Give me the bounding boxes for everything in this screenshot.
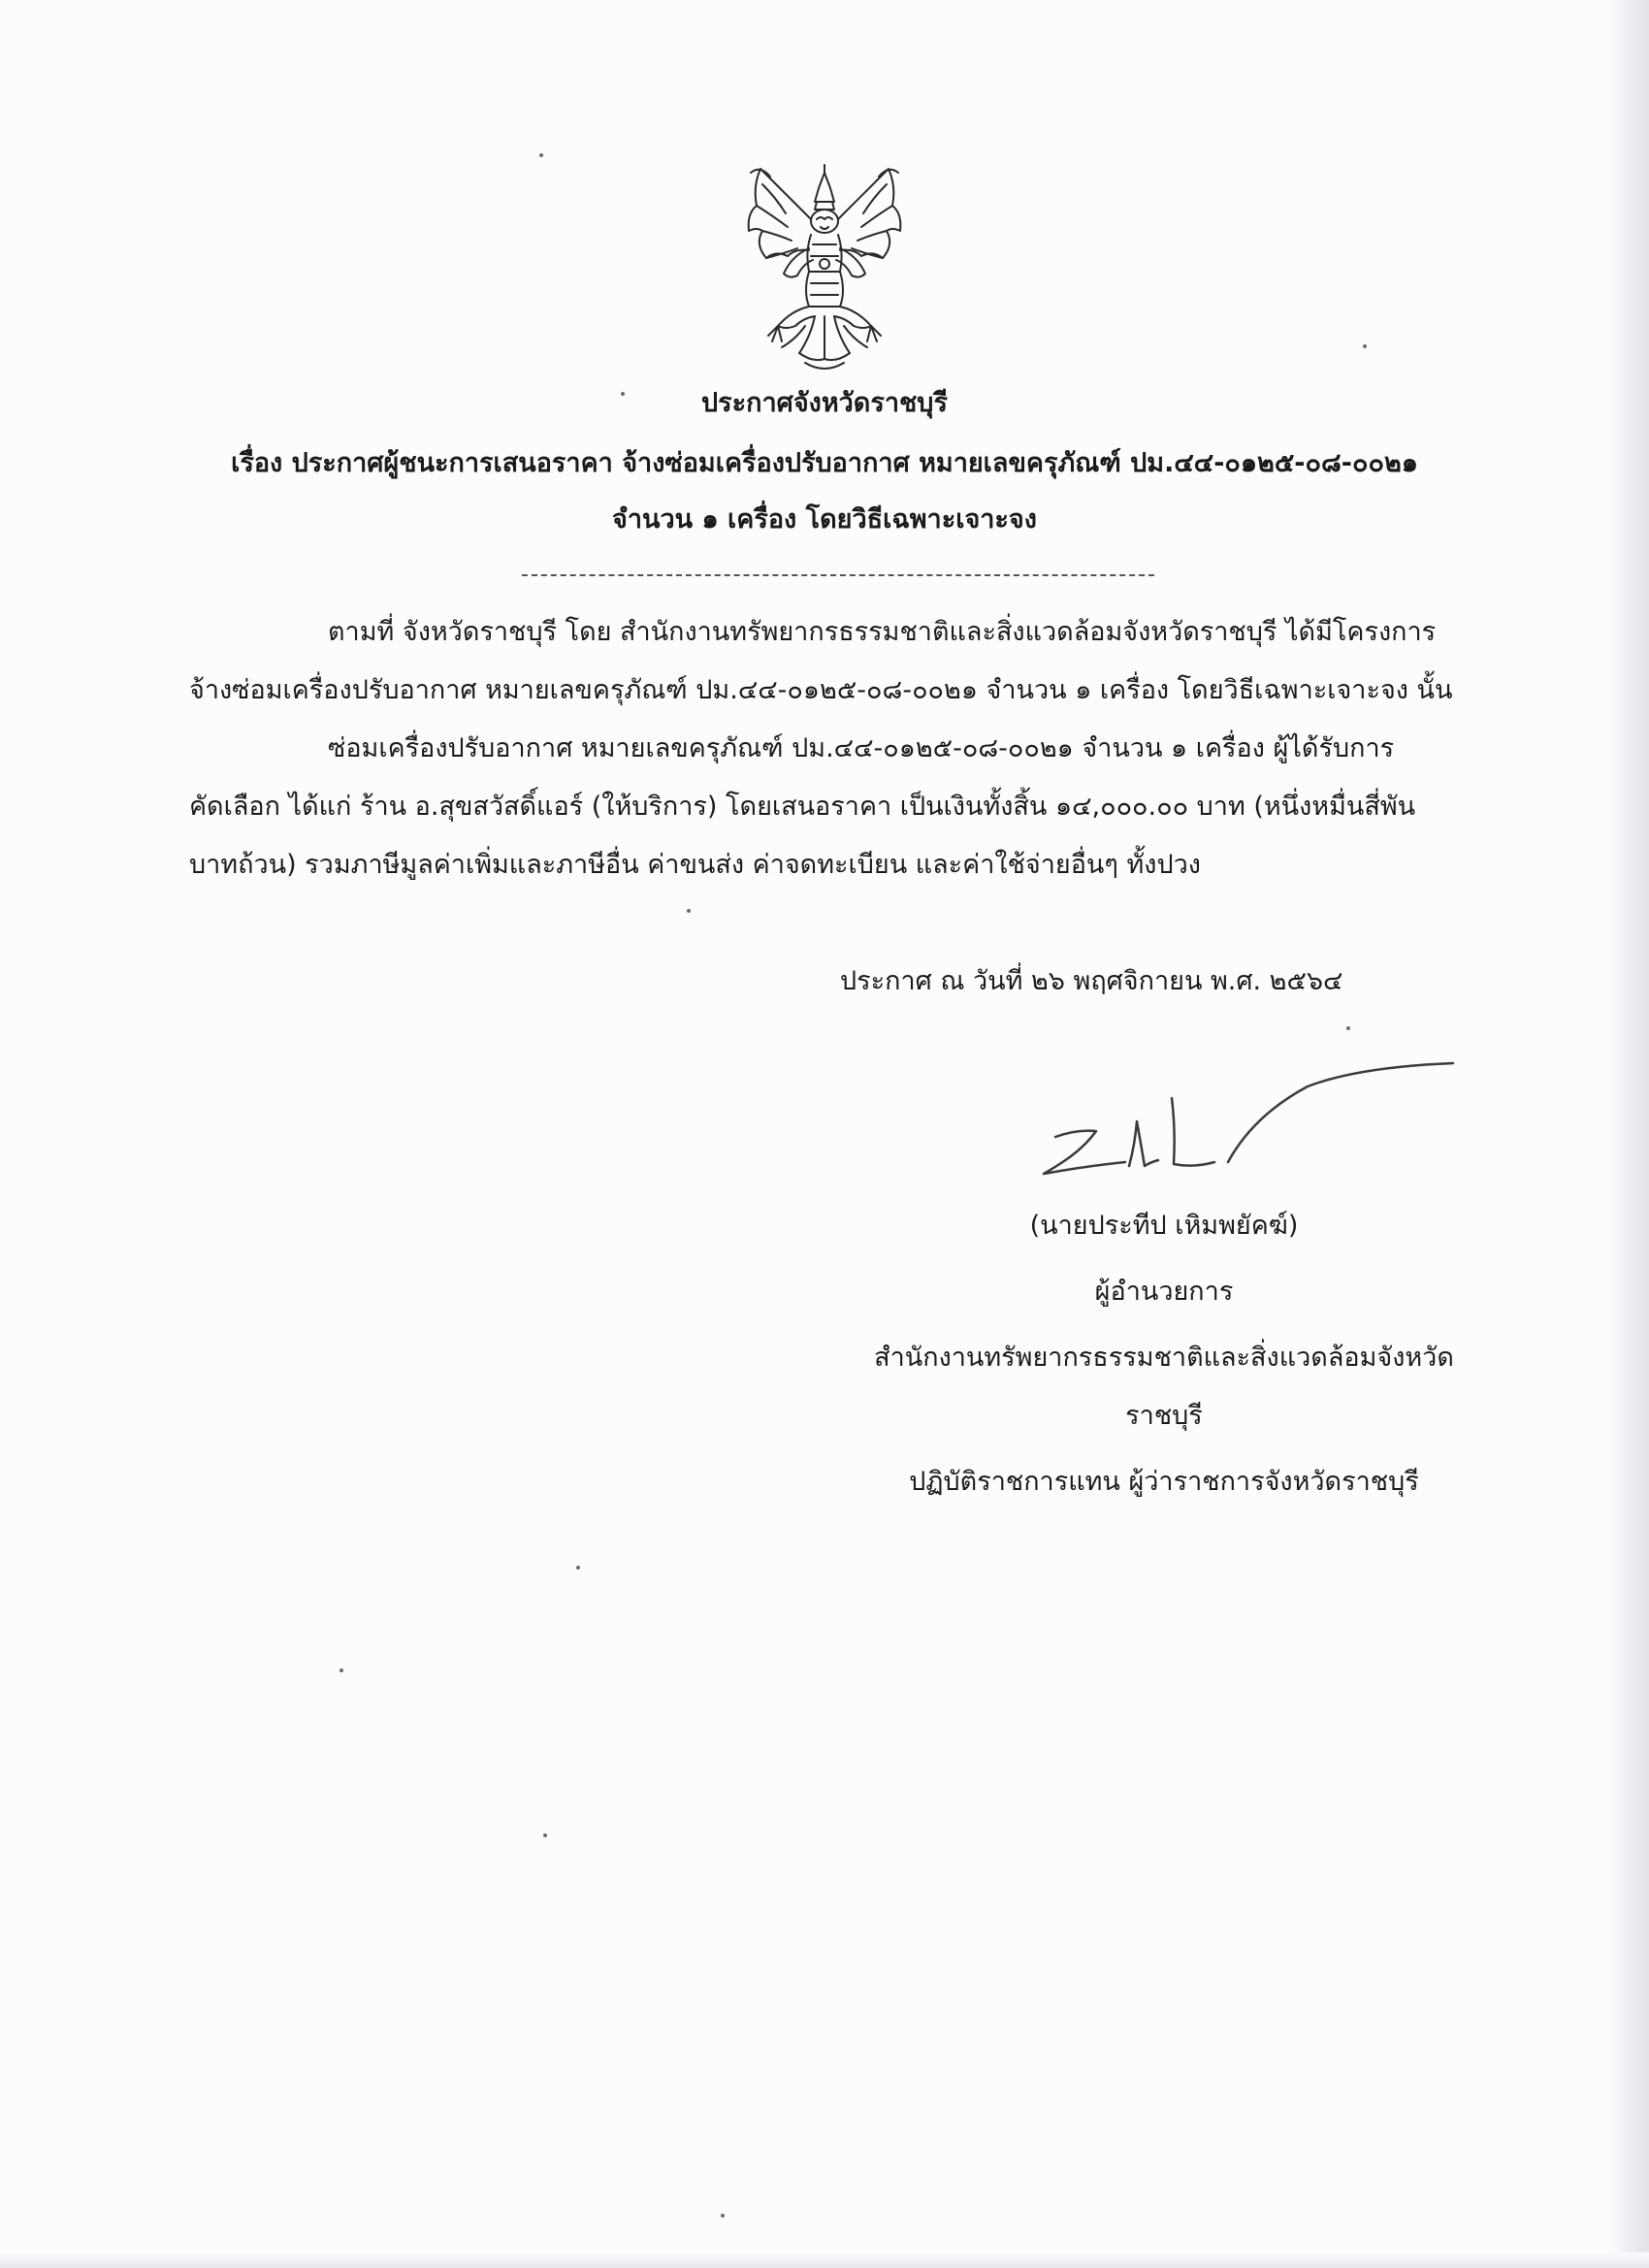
subject-line-2: จำนวน ๑ เครื่อง โดยวิธีเฉพาะเจาะจง [612,504,1037,535]
paragraph-2-line-2: คัดเลือก ได้แก่ ร้าน อ.สุขสวัสดิ์แอร์ (ให้บริการ) โดยเสนอราคา เป็นเงินทั้งสิ้น ๑๔,๐๐๐.๐๐ บาท (หนึ่งหมื่นสี่พัน [189,792,1416,822]
dashed-divider [522,574,1154,576]
scan-speck [687,909,691,913]
announcement-date: ประกาศ ณ วันที่ ๒๖ พฤศจิกายน พ.ศ. ๒๕๖๔ [840,966,1343,996]
signatory-name: (นายประทีป เหิมพยัคฆ์) [1029,1211,1299,1241]
paragraph-1-line-1: ตามที่ จังหวัดราชบุรี โดย สำนักงานทรัพยากรธรรมชาติและสิ่งแวดล้อมจังหวัดราชบุรี ได้มีโครงการ [328,617,1437,647]
scan-speck [1363,344,1367,348]
handwritten-signature [1028,1048,1474,1193]
scan-speck [1346,1026,1350,1030]
signatory-position: ผู้อำนวยการ [1094,1277,1234,1307]
scan-edge-right [1610,0,1649,2268]
scan-speck [543,1833,547,1837]
signatory-acting-for: ปฏิบัติราชการแทน ผู้ว่าราชการจังหวัดราชบุรี [909,1467,1419,1497]
scan-speck [576,1566,580,1570]
signatory-office-line-2: ราชบุรี [1125,1401,1203,1431]
signatory-office-line-1: สำนักงานทรัพยากรธรรมชาติและสิ่งแวดล้อมจังหวัด [874,1343,1454,1373]
paragraph-1-line-2: จ้างซ่อมเครื่องปรับอากาศ หมายเลขครุภัณฑ์ ปม.๔๔-๐๑๒๕-๐๘-๐๐๒๑ จำนวน ๑ เครื่อง โดยวิธีเฉพาะเจาะจง นั้น [189,675,1453,705]
paragraph-2-line-1: ซ่อมเครื่องปรับอากาศ หมายเลขครุภัณฑ์ ปม.๔๔-๐๑๒๕-๐๘-๐๐๒๑ จำนวน ๑ เครื่อง ผู้ได้รับการ [328,733,1395,763]
scan-speck [721,2214,725,2218]
scan-speck [539,153,543,157]
scan-edge-bottom [0,2252,1649,2268]
garuda-emblem-icon [728,155,922,383]
paragraph-2-line-3: บาทถ้วน) รวมภาษีมูลค่าเพิ่มและภาษีอื่น ค่าขนส่ง ค่าจดทะเบียน และค่าใช้จ่ายอื่นๆ ทั้งปวง [189,850,1201,880]
scan-speck [340,1669,343,1672]
page-title: ประกาศจังหวัดราชบุรี [701,388,948,418]
subject-line-1: เรื่อง ประกาศผู้ชนะการเสนอราคา จ้างซ่อมเครื่องปรับอากาศ หมายเลขครุภัณฑ์ ปม.๔๔-๐๑๒๕-๐๘-๐๐๒๑ [231,448,1418,478]
